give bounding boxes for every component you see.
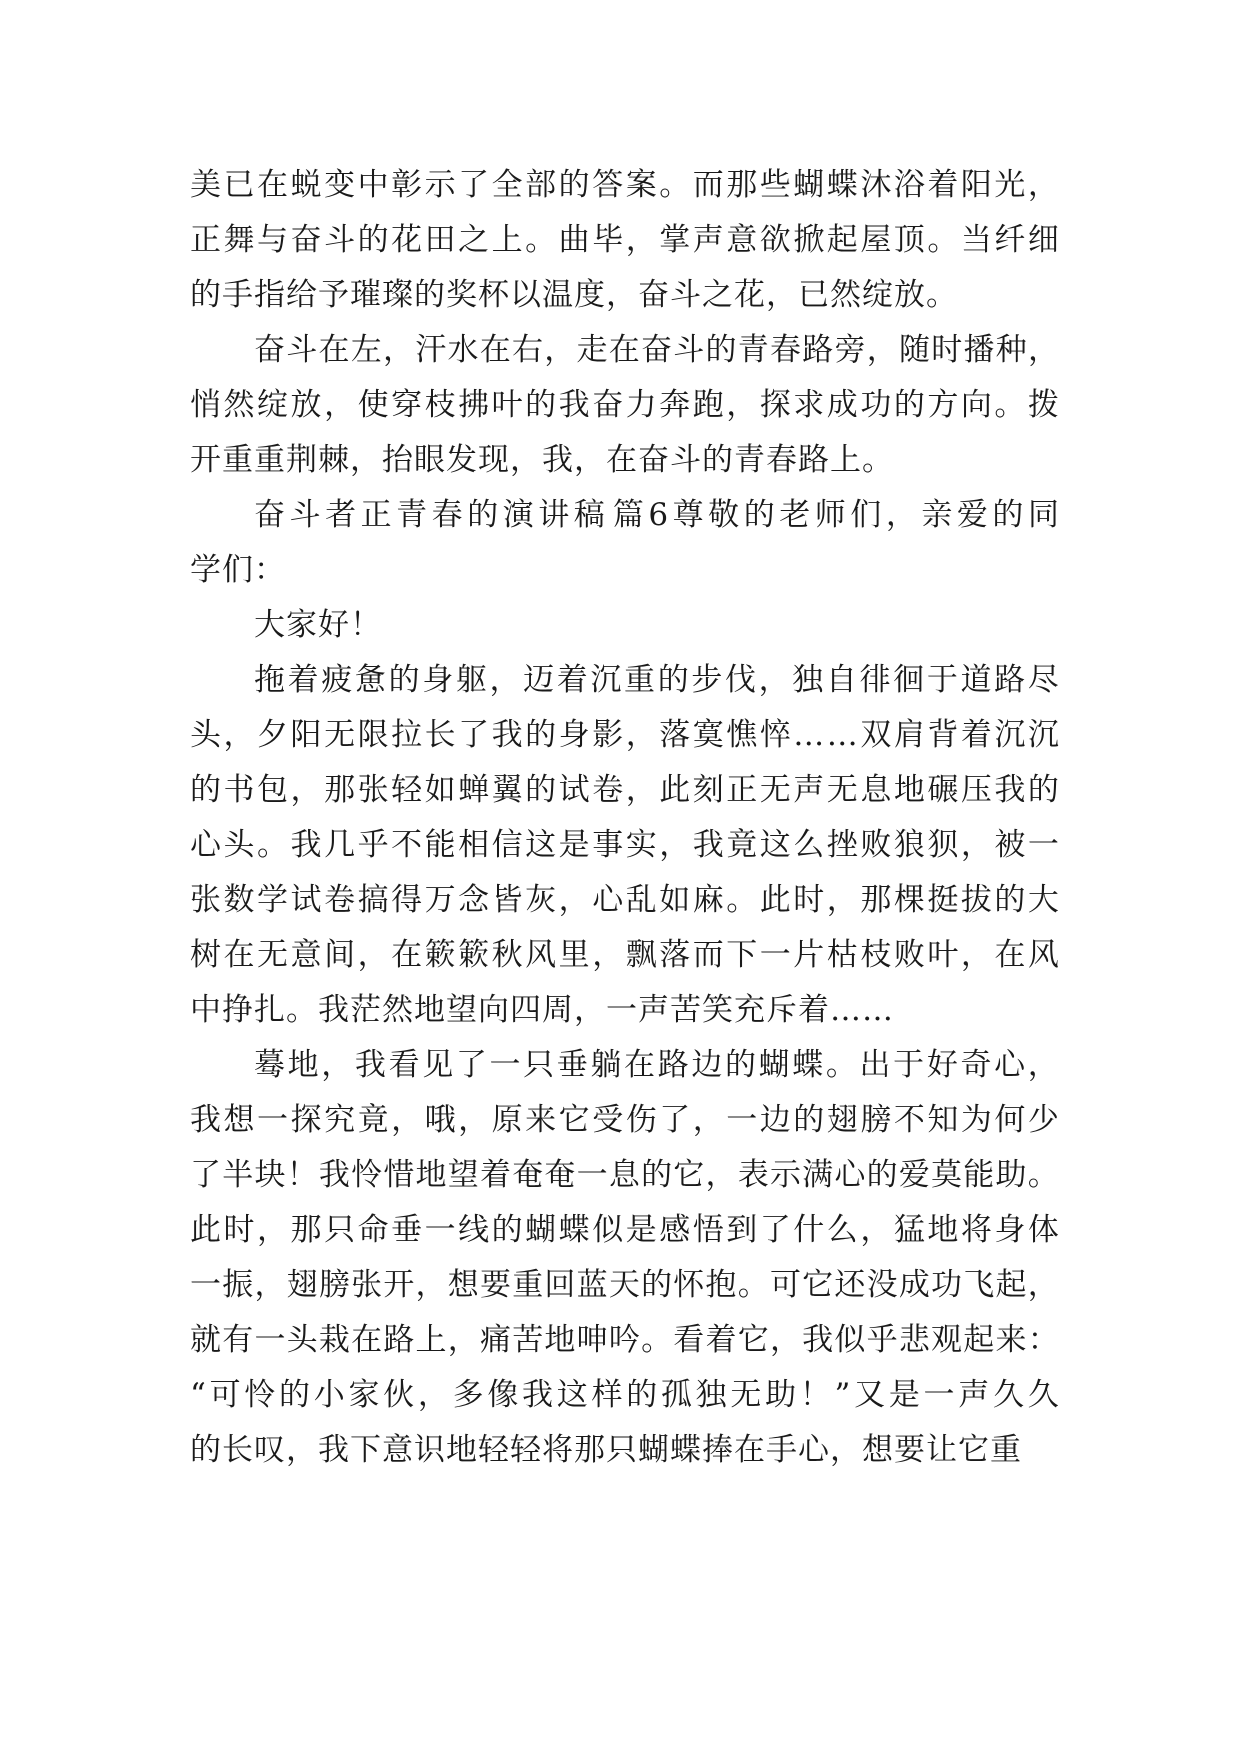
text-line: 头 ， 夕 阳 无 限 拉 长 了 我 的 身 影 ， 落 寞 憔 悴 … … 双 肩 背 着 沉 沉 [190,717,1060,753]
text-line: 学们： [190,552,286,588]
paragraph [190,488,1060,598]
text-line: 心 头 。 我 几 乎 不 能 相 信 这 是 事 实 ， 我 竟 这 么 挫 败 狼 狈 ， 被 一 [190,827,1060,863]
text-line: 奋 斗 在 左 ， 汗 水 在 右 ， 走 在 奋 斗 的 青 春 路 旁 ， 随 时 播 种 ， [254,332,1060,368]
text-line: 开重重荆棘，抬眼发现，我，在奋斗的青春路上。 [190,442,894,478]
text-line: 奋 斗 者 正 青 春 的 演 讲 稿 篇 6 尊 敬 的 老 师 们 ， 亲 爱 的 同 [254,497,1060,533]
paragraph [190,598,1060,653]
paragraph [190,323,1060,488]
text-line: 美 已 在 蜕 变 中 彰 示 了 全 部 的 答 案 。 而 那 些 蝴 蝶 沐 浴 着 阳 光 ， [190,167,1060,203]
text-line: 一 振 ， 翅 膀 张 开 ， 想 要 重 回 蓝 天 的 怀 抱 。 可 它 还 没 成 功 飞 起 ， [190,1267,1060,1303]
text-line: 了 半 块 ！ 我 怜 惜 地 望 着 奄 奄 一 息 的 它 ， 表 示 满 心 的 爱 莫 能 助 。 [190,1157,1060,1193]
text-line: 蓦 地 ， 我 看 见 了 一 只 垂 躺 在 路 边 的 蝴 蝶 。 出 于 好 奇 心 ， [254,1047,1060,1083]
text-line: “ 可 怜 的 小 家 伙 ， 多 像 我 这 样 的 孤 独 无 助 ！ ” 又 是 一 声 久 久 [190,1377,1060,1413]
text-line: 的 书 包 ， 那 张 轻 如 蝉 翼 的 试 卷 ， 此 刻 正 无 声 无 息 地 碾 压 我 的 [190,772,1060,808]
text-line: 我 想 一 探 究 竟 ， 哦 ， 原 来 它 受 伤 了 ， 一 边 的 翅 膀 不 知 为 何 少 [190,1102,1060,1138]
text-line: 树 在 无 意 间 ， 在 簌 簌 秋 风 里 ， 飘 落 而 下 一 片 枯 枝 败 叶 ， 在 风 [190,937,1060,973]
text-line: 的长叹，我下意识地轻轻将那只蝴蝶捧在手心，想要让它重 [190,1432,1022,1468]
text-line: 此 时 ， 那 只 命 垂 一 线 的 蝴 蝶 似 是 感 悟 到 了 什 么 ， 猛 地 将 身 体 [190,1212,1060,1248]
text-line: 拖 着 疲 惫 的 身 躯 ， 迈 着 沉 重 的 步 伐 ， 独 自 徘 徊 于 道 路 尽 [254,662,1060,698]
text-line: 就 有 一 头 栽 在 路 上 ， 痛 苦 地 呻 吟 。 看 着 它 ， 我 似 乎 悲 观 起 来 ： [190,1322,1060,1358]
text-line: 张 数 学 试 卷 搞 得 万 念 皆 灰 ， 心 乱 如 麻 。 此 时 ， 那 棵 挺 拔 的 大 [190,882,1060,918]
paragraph [190,653,1060,1038]
text-line: 的手指给予璀璨的奖杯以温度，奋斗之花，已然绽放。 [190,277,958,313]
text-line: 正 舞 与 奋 斗 的 花 田 之 上 。 曲 毕 ， 掌 声 意 欲 掀 起 屋 顶 。 当 纤 细 [190,222,1060,258]
paragraph [190,158,1060,323]
document-body [190,158,1060,1478]
text-line: 悄 然 绽 放 ， 使 穿 枝 拂 叶 的 我 奋 力 奔 跑 ， 探 求 成 功 的 方 向 。 拨 [190,387,1060,423]
paragraph [190,1038,1060,1478]
text-line: 中挣扎。我茫然地望向四周，一声苦笑充斥着…… [190,992,894,1028]
text-line: 大家好！ [254,607,382,643]
